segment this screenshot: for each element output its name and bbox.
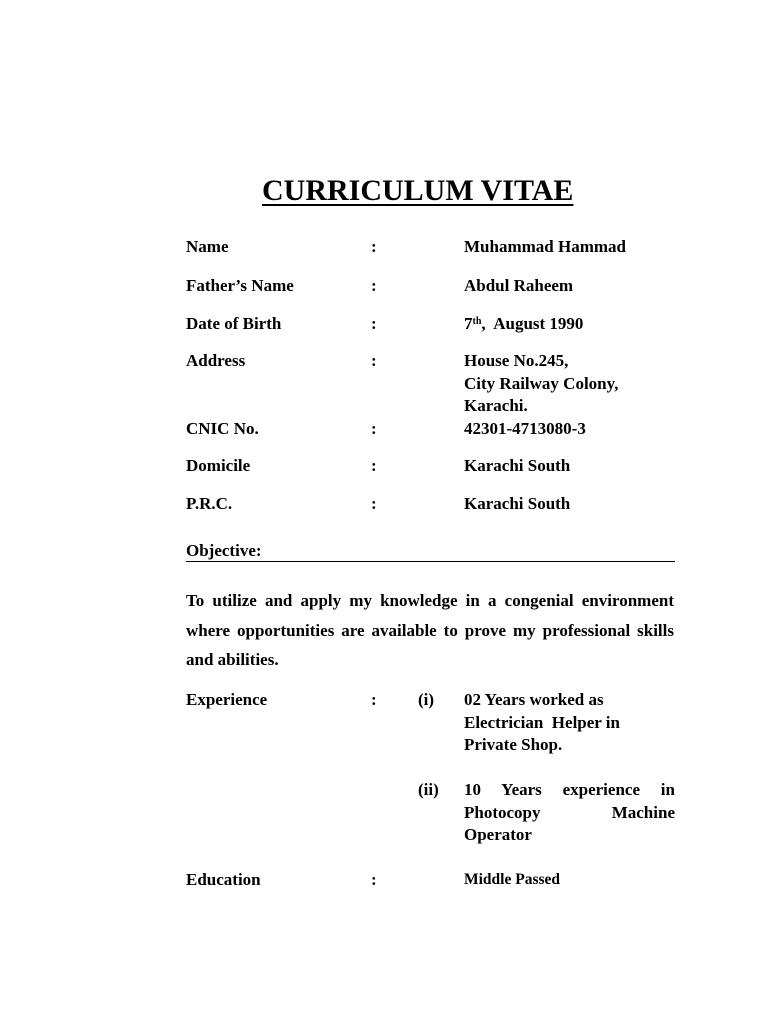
colon: : — [371, 351, 377, 370]
experience-line: Operator — [464, 825, 532, 844]
father-label: Father’s Name — [186, 276, 294, 295]
colon: : — [371, 690, 377, 709]
address-line: City Railway Colony, — [464, 373, 619, 393]
experience-line: Private Shop. — [464, 735, 563, 754]
father-value: Abdul Raheem — [464, 276, 574, 295]
experience-line: 02 Years worked as — [464, 690, 604, 709]
address-line: Karachi. — [464, 396, 528, 415]
objective-text: To utilize and apply my knowledge in a congenial environment where opportunities are available to prove my professional skills and abilities. — [186, 591, 674, 669]
experience-label: Experience — [186, 690, 268, 709]
experience-item-number: (ii) — [418, 780, 439, 799]
address-value — [464, 350, 618, 418]
experience-line: Photocopy Machine — [464, 802, 675, 822]
colon: : — [371, 237, 377, 256]
dob-day: 7 — [464, 314, 473, 333]
page-title: CURRICULUM VITAE — [262, 174, 574, 207]
name-label: Name — [186, 237, 229, 256]
cnic-value: 42301-4713080-3 — [464, 419, 586, 438]
colon: : — [371, 314, 377, 333]
address-label: Address — [186, 351, 246, 370]
prc-value: Karachi South — [464, 494, 571, 513]
cnic-label: CNIC No. — [186, 419, 259, 438]
colon: : — [371, 494, 377, 513]
experience-line: Electrician Helper in — [464, 712, 620, 732]
colon: : — [371, 456, 377, 475]
address-line: House No.245, — [464, 351, 569, 370]
prc-label: P.R.C. — [186, 494, 233, 513]
dob-label: Date of Birth — [186, 314, 282, 333]
education-label: Education — [186, 870, 261, 889]
experience-item-number: (i) — [418, 690, 435, 709]
dob-value — [464, 313, 583, 336]
dob-rest: , August 1990 — [481, 314, 584, 333]
name-value: Muhammad Hammad — [464, 237, 626, 256]
colon: : — [371, 870, 377, 889]
experience-line: 10 Years experience in — [464, 780, 675, 799]
education-value: Middle Passed — [464, 871, 561, 888]
dob-day-suffix: th — [472, 316, 482, 327]
experience-item — [464, 689, 675, 757]
colon: : — [371, 276, 377, 295]
domicile-label: Domicile — [186, 456, 251, 475]
domicile-value: Karachi South — [464, 456, 571, 475]
colon: : — [371, 419, 377, 438]
experience-item — [464, 779, 675, 847]
objective-heading: Objective: — [186, 540, 675, 562]
